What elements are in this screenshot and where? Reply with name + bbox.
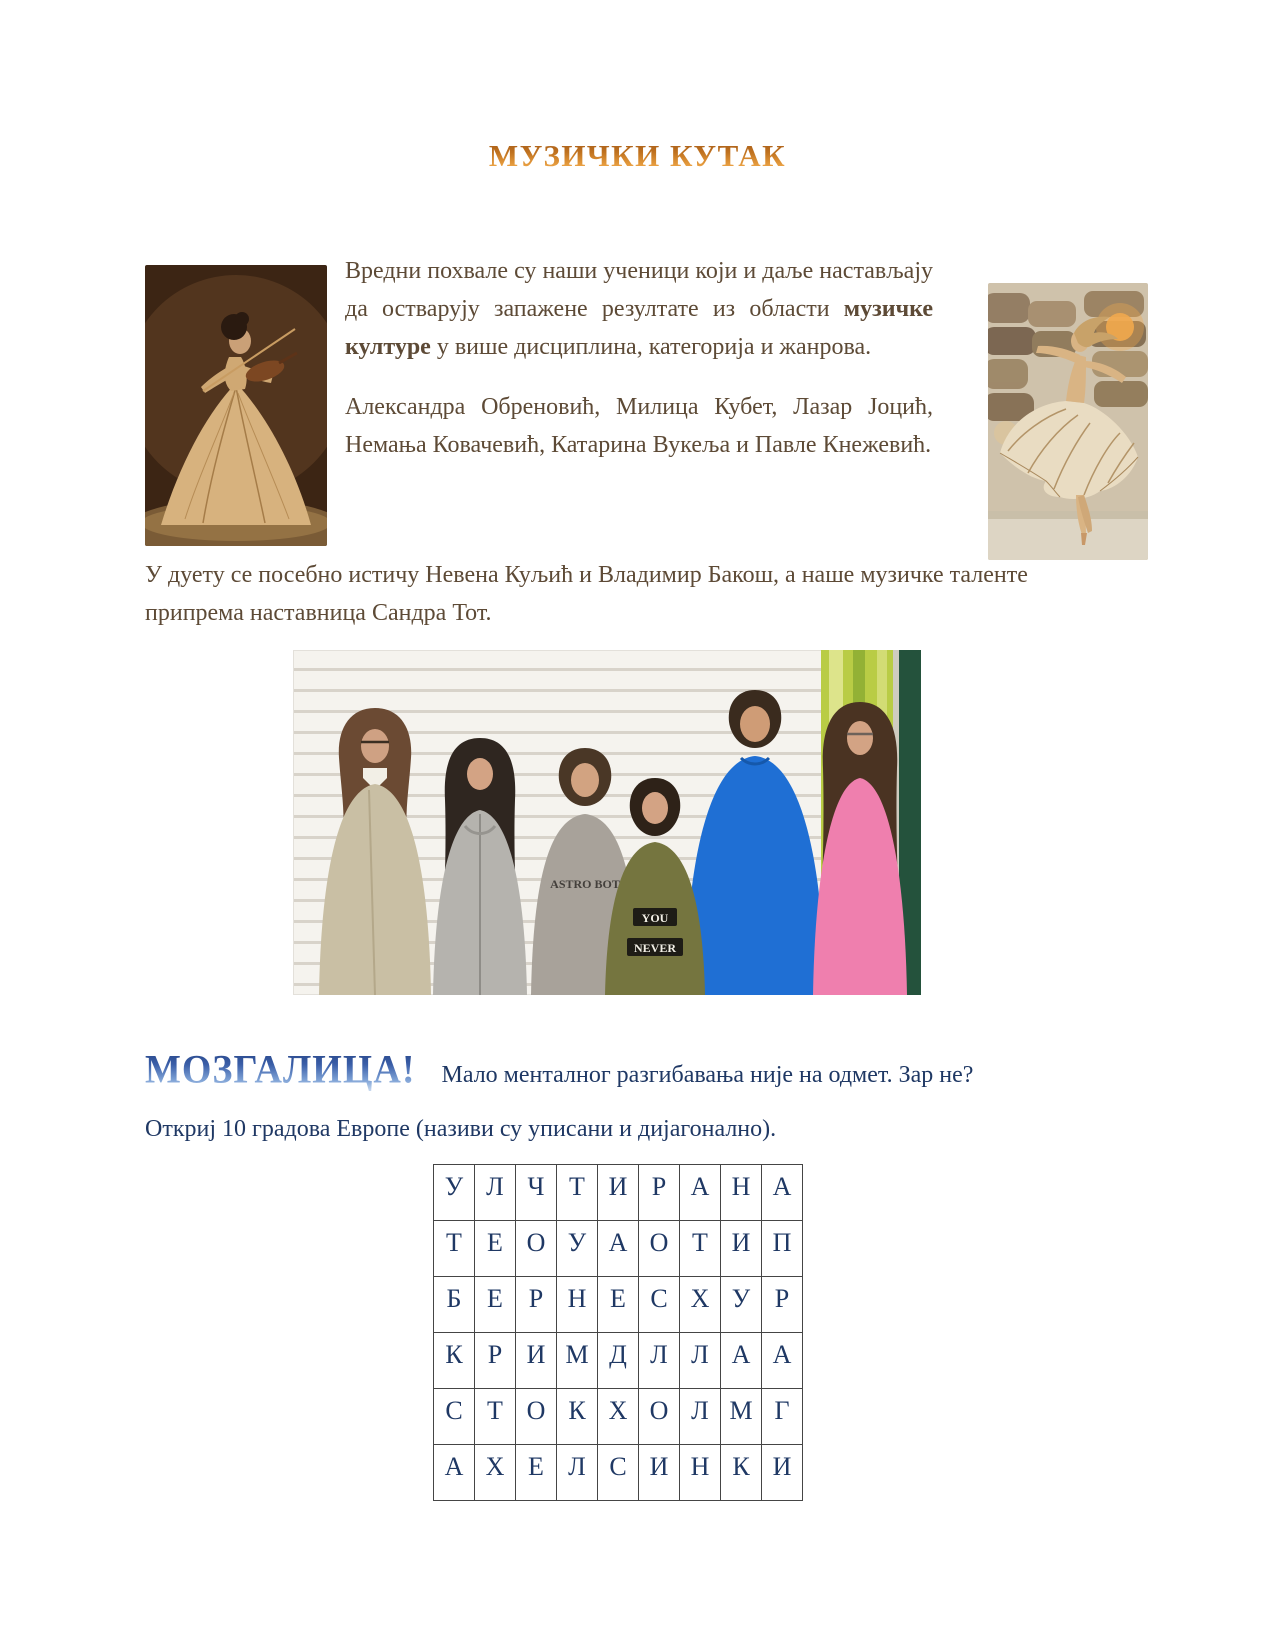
grid-cell: Е <box>598 1277 639 1333</box>
student-gray-hoodie <box>433 738 527 995</box>
grid-cell: Л <box>680 1389 721 1445</box>
teaser-heading: МОЗГАЛИЦА! <box>145 1047 416 1093</box>
grid-cell: С <box>434 1389 475 1445</box>
violinist-illustration <box>145 265 327 546</box>
grid-cell: И <box>762 1445 803 1501</box>
teaser-subtitle: Мало менталног разгибавања није на одмет. Зар не? <box>441 1062 974 1088</box>
grid-cell: А <box>598 1221 639 1277</box>
dancer-figurine-image <box>988 283 1148 560</box>
student-olive-shirt <box>605 778 705 995</box>
grid-cell: А <box>434 1445 475 1501</box>
group-photo <box>293 650 921 995</box>
intro-paragraph-1 <box>345 252 933 366</box>
page-title: МУЗИЧКИ КУТАК <box>0 138 1275 174</box>
grid-cell: Р <box>516 1277 557 1333</box>
grid-cell: П <box>762 1221 803 1277</box>
grid-cell: Р <box>762 1277 803 1333</box>
grid-cell: И <box>639 1445 680 1501</box>
grid-cell: А <box>721 1333 762 1389</box>
grid-cell: Х <box>598 1389 639 1445</box>
grid-cell: М <box>721 1389 762 1445</box>
teaser-instruction: Откриј 10 градова Европе (називи су уписани и дијагонално). <box>145 1116 777 1142</box>
grid-cell: Е <box>475 1221 516 1277</box>
grid-cell: Т <box>475 1389 516 1445</box>
grid-cell: С <box>598 1445 639 1501</box>
grid-cell: И <box>516 1333 557 1389</box>
grid-cell: У <box>721 1277 762 1333</box>
grid-cell: О <box>516 1221 557 1277</box>
dancer-illustration <box>988 283 1148 560</box>
grid-cell: Н <box>557 1277 598 1333</box>
duet-paragraph: У дуету се посебно истичу Невена Куљић и Владимир Бакош, а наше музичке таленте припрема наставница Сандра Тот. <box>145 562 1028 626</box>
grid-cell: Н <box>680 1445 721 1501</box>
student-blue-shirt <box>685 690 825 995</box>
intro-paragraph-2: Александра Обреновић, Милица Кубет, Лазар Јоцић, Немања Ковачевић, Катарина Вукеља и Павле Кнежевић. <box>345 394 933 458</box>
word-search-grid <box>433 1164 803 1501</box>
grid-cell: И <box>721 1221 762 1277</box>
intro-p1-bold: музичке културе <box>345 296 933 360</box>
grid-row <box>434 1165 803 1221</box>
grid-cell: Б <box>434 1277 475 1333</box>
grid-cell: М <box>557 1333 598 1389</box>
grid-cell: Е <box>475 1277 516 1333</box>
grid-cell: Л <box>639 1333 680 1389</box>
intro-p1-before: Вредни похвале су наши ученици који и даље настављају да остварују запажене резултате из области <box>345 258 933 322</box>
grid-row <box>434 1277 803 1333</box>
grid-cell: Х <box>475 1445 516 1501</box>
grid-cell: О <box>639 1221 680 1277</box>
shirt-text-astro: ASTRO BOT <box>550 877 620 891</box>
grid-row <box>434 1389 803 1445</box>
grid-cell: А <box>680 1165 721 1221</box>
grid-cell: Л <box>680 1333 721 1389</box>
shirt-text-you: YOU <box>641 911 669 925</box>
grid-cell: К <box>721 1445 762 1501</box>
word-grid-body <box>434 1165 803 1501</box>
teaser-row <box>145 1048 1145 1092</box>
grid-cell: К <box>434 1333 475 1389</box>
grid-cell: Н <box>721 1165 762 1221</box>
grid-row <box>434 1221 803 1277</box>
grid-cell: Д <box>598 1333 639 1389</box>
group-photo-illustration <box>293 650 921 995</box>
intro-text-column <box>345 252 933 464</box>
grid-cell: У <box>557 1221 598 1277</box>
grid-row <box>434 1333 803 1389</box>
grid-cell: Т <box>680 1221 721 1277</box>
grid-cell: Х <box>680 1277 721 1333</box>
grid-row <box>434 1445 803 1501</box>
grid-cell: Л <box>557 1445 598 1501</box>
teacher-figure <box>319 708 431 995</box>
student-pink-shirt <box>813 702 907 995</box>
grid-cell: С <box>639 1277 680 1333</box>
grid-cell: Р <box>639 1165 680 1221</box>
grid-cell: Т <box>557 1165 598 1221</box>
grid-cell: Т <box>434 1221 475 1277</box>
grid-cell: У <box>434 1165 475 1221</box>
grid-cell: Е <box>516 1445 557 1501</box>
shirt-text-never: NEVER <box>633 941 677 955</box>
grid-cell: Л <box>475 1165 516 1221</box>
grid-cell: Ч <box>516 1165 557 1221</box>
grid-cell: Р <box>475 1333 516 1389</box>
grid-cell: О <box>516 1389 557 1445</box>
grid-cell: А <box>762 1333 803 1389</box>
violinist-figurine-image <box>145 265 327 546</box>
grid-cell: Г <box>762 1389 803 1445</box>
grid-cell: А <box>762 1165 803 1221</box>
grid-cell: К <box>557 1389 598 1445</box>
grid-cell: О <box>639 1389 680 1445</box>
intro-p1-after: у више дисциплина, категорија и жанрова. <box>430 334 872 360</box>
grid-cell: И <box>598 1165 639 1221</box>
